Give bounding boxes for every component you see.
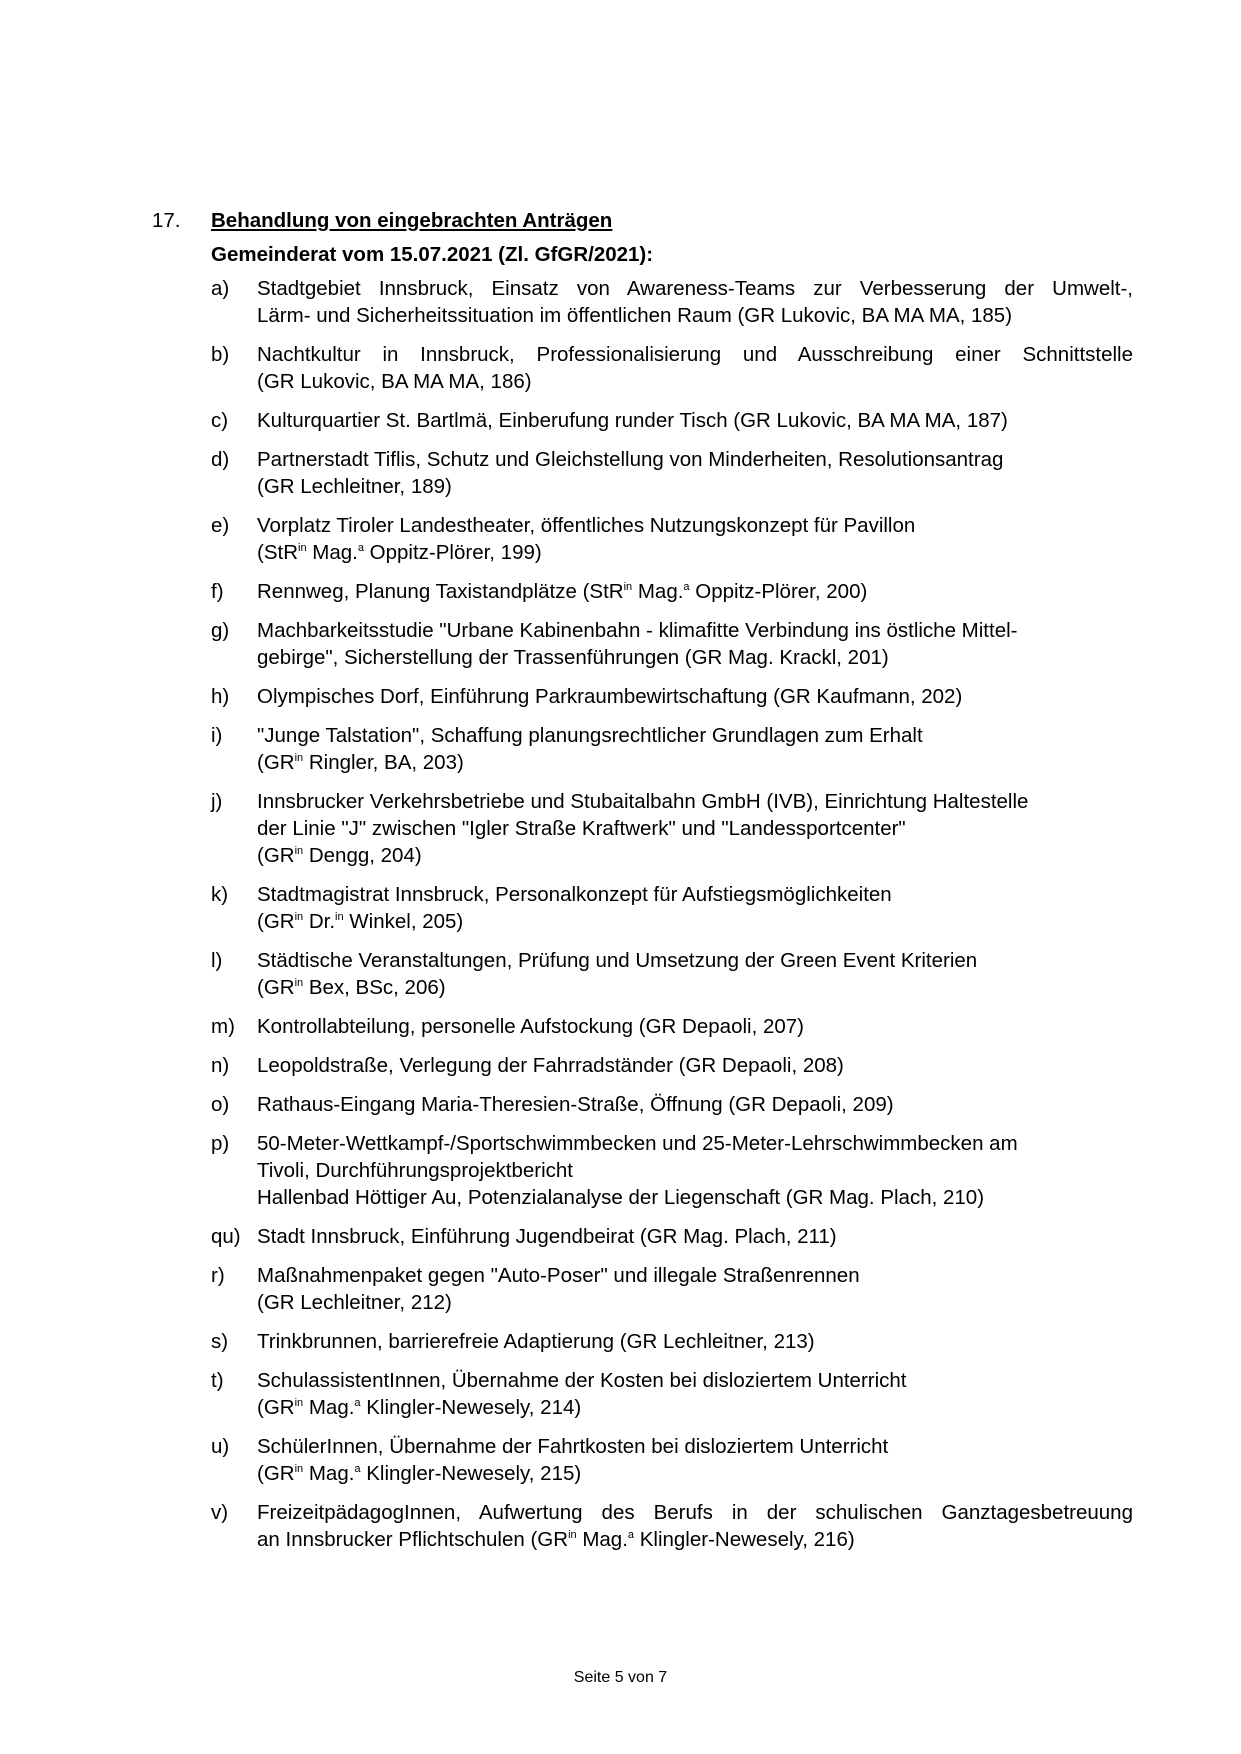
superscript: in: [294, 1463, 304, 1475]
line-text: Städtische Veranstaltungen, Prüfung und Umsetzung der Green Event Kriterien: [257, 949, 978, 972]
list-item-letter: c): [211, 409, 229, 432]
list-item-line: [257, 1013, 1142, 1040]
line-text: Olympisches Dorf, Einführung Parkraumbewirtschaftung (GR Kaufmann, 202): [257, 685, 963, 708]
list-item-line: [257, 788, 1142, 815]
line-text: Rennweg, Planung Taxistandplätze (StR: [257, 580, 624, 603]
list-item-letter: t): [211, 1369, 224, 1392]
superscript: in: [294, 752, 304, 764]
line-text: Machbarkeitsstudie "Urbane Kabinenbahn - klimafitte Verbindung ins östliche Mittel-: [257, 619, 1018, 642]
line-text: Maßnahmenpaket gegen "Auto-Poser" und illegale Straßenrennen: [257, 1264, 860, 1287]
line-text: der Linie "J" zwischen "Igler Straße Kraftwerk" und "Landessportcenter": [257, 817, 906, 840]
list-item-line: [257, 1499, 1133, 1526]
list-item: [211, 947, 1142, 1001]
list-item-line: [257, 1130, 1142, 1157]
superscript: a: [354, 1397, 361, 1409]
list-item-letter: v): [211, 1501, 229, 1524]
list-item-letter: k): [211, 883, 229, 906]
superscript: a: [627, 1529, 635, 1541]
list-item-line: [257, 1052, 1142, 1079]
line-text: Winkel, 205): [343, 910, 464, 933]
line-text: Oppitz-Plörer, 199): [363, 541, 542, 564]
line-text: (GR: [257, 1396, 295, 1419]
line-text: Vorplatz Tiroler Landestheater, öffentliches Nutzungskonzept für Pavillon: [257, 514, 916, 537]
list-item-line: [257, 683, 1142, 710]
superscript: in: [294, 911, 304, 923]
list-item-line: [257, 1289, 1142, 1316]
line-text: Innsbrucker Verkehrsbetriebe und Stubaitalbahn GmbH (IVB), Einrichtung Haltestelle: [257, 790, 1029, 813]
list-item-letter: o): [211, 1093, 230, 1116]
list-item-letter: s): [211, 1330, 229, 1353]
list-item-letter: l): [211, 949, 223, 972]
list-item-line: [257, 407, 1142, 434]
list-item: [211, 1130, 1142, 1211]
superscript: in: [294, 977, 304, 989]
list-item: [211, 407, 1142, 434]
list-item-line: [257, 1433, 1142, 1460]
line-text: Klingler-Newesely, 216): [634, 1528, 855, 1551]
list-item-letter: p): [211, 1132, 230, 1155]
line-text: Klingler-Newesely, 214): [360, 1396, 582, 1419]
list-item-line: [257, 842, 1142, 869]
list-item: [211, 1328, 1142, 1355]
list-item-line: [257, 1223, 1142, 1250]
line-text: Trinkbrunnen, barrierefreie Adaptierung (GR Lechleitner, 213): [257, 1330, 815, 1353]
list-item-letter: b): [211, 343, 230, 366]
superscript: a: [354, 1463, 361, 1475]
line-text: (GR: [257, 751, 295, 774]
list-item-letter: h): [211, 685, 230, 708]
list-item-line: [257, 302, 1142, 329]
list-item-line: [257, 749, 1142, 776]
list-item-letter: a): [211, 277, 230, 300]
list-item-letter: qu): [211, 1225, 241, 1248]
list-item-letter: e): [211, 514, 230, 537]
line-text: Tivoli, Durchführungsprojektbericht: [257, 1159, 573, 1182]
list-item-line: [257, 1262, 1142, 1289]
list-item-line: [257, 644, 1142, 671]
list-item-letter: f): [211, 580, 224, 603]
list-item-line: [257, 1091, 1142, 1118]
line-text: Kulturquartier St. Bartlmä, Einberufung runder Tisch (GR Lukovic, BA MA MA, 187): [257, 409, 1008, 432]
list-item-line: [257, 275, 1133, 302]
list-item-line: [257, 368, 1142, 395]
line-text: Stadtgebiet Innsbruck, Einsatz von Awareness-Teams zur Verbesserung der Umwelt-,: [257, 277, 1133, 300]
list-item-line: [257, 1526, 1142, 1553]
list-item-line: [257, 1460, 1142, 1487]
line-text: Lärm- und Sicherheitssituation im öffentlichen Raum (GR Lukovic, BA MA MA, 185): [257, 304, 1013, 327]
motion-list: [211, 275, 1142, 1553]
list-item: [211, 722, 1142, 776]
list-item-line: [257, 1367, 1142, 1394]
list-item: [211, 275, 1142, 329]
list-item-line: [257, 473, 1142, 500]
list-item-letter: d): [211, 448, 230, 471]
list-item-line: [257, 815, 1142, 842]
superscript: in: [568, 1529, 577, 1541]
superscript: in: [335, 911, 344, 923]
line-text: an Innsbrucker Pflichtschulen (GR: [257, 1528, 569, 1551]
list-item-line: [257, 722, 1142, 749]
list-item-line: [257, 539, 1142, 566]
list-item: [211, 1433, 1142, 1487]
list-item: [211, 1367, 1142, 1421]
line-text: Rathaus-Eingang Maria-Theresien-Straße, Öffnung (GR Depaoli, 209): [257, 1093, 894, 1116]
list-item-line: [257, 1328, 1142, 1355]
list-item-line: [257, 881, 1142, 908]
line-text: Mag.: [303, 1462, 355, 1485]
page-footer: Seite 5 von 7: [573, 1669, 668, 1686]
line-text: Nachtkultur in Innsbruck, Professionalisierung und Ausschreibung einer Schnittstelle: [257, 343, 1133, 366]
list-item-line: [257, 578, 1142, 605]
line-text: Dengg, 204): [303, 844, 422, 867]
section-subtitle: Gemeinderat vom 15.07.2021 (Zl. GfGR/2021):: [211, 243, 654, 266]
line-text: (GR Lukovic, BA MA MA, 186): [257, 370, 532, 393]
line-text: (StR: [257, 541, 298, 564]
superscript: a: [357, 542, 364, 554]
line-text: Oppitz-Plörer, 200): [689, 580, 868, 603]
line-text: Dr.: [303, 910, 336, 933]
line-text: Mag.: [306, 541, 358, 564]
superscript: in: [623, 581, 633, 593]
list-item-letter: i): [211, 724, 223, 747]
list-item: [211, 1223, 1142, 1250]
list-item: [211, 617, 1142, 671]
line-text: SchülerInnen, Übernahme der Fahrtkosten bei disloziertem Unterricht: [257, 1435, 889, 1458]
line-text: "Junge Talstation", Schaffung planungsrechtlicher Grundlagen zum Erhalt: [257, 724, 923, 747]
line-text: Mag.: [303, 1396, 355, 1419]
line-text: Stadtmagistrat Innsbruck, Personalkonzept für Aufstiegsmöglichkeiten: [257, 883, 892, 906]
list-item-line: [257, 446, 1142, 473]
line-text: SchulassistentInnen, Übernahme der Kosten bei disloziertem Unterricht: [257, 1369, 907, 1392]
line-text: FreizeitpädagogInnen, Aufwertung des Berufs in der schulischen Ganztagesbetreuung: [257, 1501, 1133, 1524]
list-item: [211, 881, 1142, 935]
list-item-letter: u): [211, 1435, 230, 1458]
line-text: (GR: [257, 910, 295, 933]
line-text: (GR: [257, 976, 295, 999]
list-item-line: [257, 617, 1142, 644]
line-text: Mag.: [576, 1528, 628, 1551]
list-item-line: [257, 947, 1142, 974]
list-item-line: [257, 908, 1142, 935]
list-item-letter: n): [211, 1054, 230, 1077]
superscript: in: [298, 542, 307, 554]
section-title: Behandlung von eingebrachten Anträgen: [211, 209, 613, 232]
line-text: Bex, BSc, 206): [303, 976, 446, 999]
line-text: Mag.: [632, 580, 684, 603]
list-item: [211, 1262, 1142, 1316]
list-item: [211, 341, 1142, 395]
list-item-line: [257, 341, 1133, 368]
section-heading: [152, 206, 1142, 240]
list-item-line: [257, 1394, 1142, 1421]
line-text: gebirge", Sicherstellung der Trassenführungen (GR Mag. Krackl, 201): [257, 646, 889, 669]
line-text: (GR Lechleitner, 212): [257, 1291, 452, 1314]
list-item-letter: r): [211, 1264, 225, 1287]
line-text: Klingler-Newesely, 215): [360, 1462, 582, 1485]
list-item: [211, 512, 1142, 566]
list-item: [211, 788, 1142, 869]
list-item-letter: g): [211, 619, 230, 642]
list-item-letter: j): [211, 790, 223, 813]
line-text: (GR Lechleitner, 189): [257, 475, 452, 498]
superscript: a: [683, 581, 690, 593]
list-item: [211, 446, 1142, 500]
section-number: 17.: [152, 209, 181, 232]
list-item: [211, 683, 1142, 710]
list-item-line: [257, 512, 1142, 539]
line-text: Leopoldstraße, Verlegung der Fahrradständer (GR Depaoli, 208): [257, 1054, 844, 1077]
list-item: [211, 578, 1142, 605]
line-text: Hallenbad Höttiger Au, Potenzialanalyse der Liegenschaft (GR Mag. Plach, 210): [257, 1186, 985, 1209]
line-text: Partnerstadt Tiflis, Schutz und Gleichstellung von Minderheiten, Resolutionsantrag: [257, 448, 1004, 471]
list-item: [211, 1052, 1142, 1079]
agenda-section: [152, 206, 1142, 1565]
line-text: 50-Meter-Wettkampf-/Sportschwimmbecken und 25-Meter-Lehrschwimmbecken am: [257, 1132, 1018, 1155]
superscript: in: [294, 845, 304, 857]
list-item-line: [257, 1157, 1142, 1184]
line-text: Stadt Innsbruck, Einführung Jugendbeirat (GR Mag. Plach, 211): [257, 1225, 837, 1248]
list-item-line: [257, 1184, 1142, 1211]
list-item: [211, 1013, 1142, 1040]
list-item: [211, 1091, 1142, 1118]
line-text: Ringler, BA, 203): [303, 751, 464, 774]
list-item: [211, 1499, 1142, 1553]
list-item-letter: m): [211, 1015, 235, 1038]
list-item-line: [257, 974, 1142, 1001]
superscript: in: [294, 1397, 304, 1409]
line-text: (GR: [257, 1462, 295, 1485]
line-text: Kontrollabteilung, personelle Aufstockung (GR Depaoli, 207): [257, 1015, 804, 1038]
line-text: (GR: [257, 844, 295, 867]
